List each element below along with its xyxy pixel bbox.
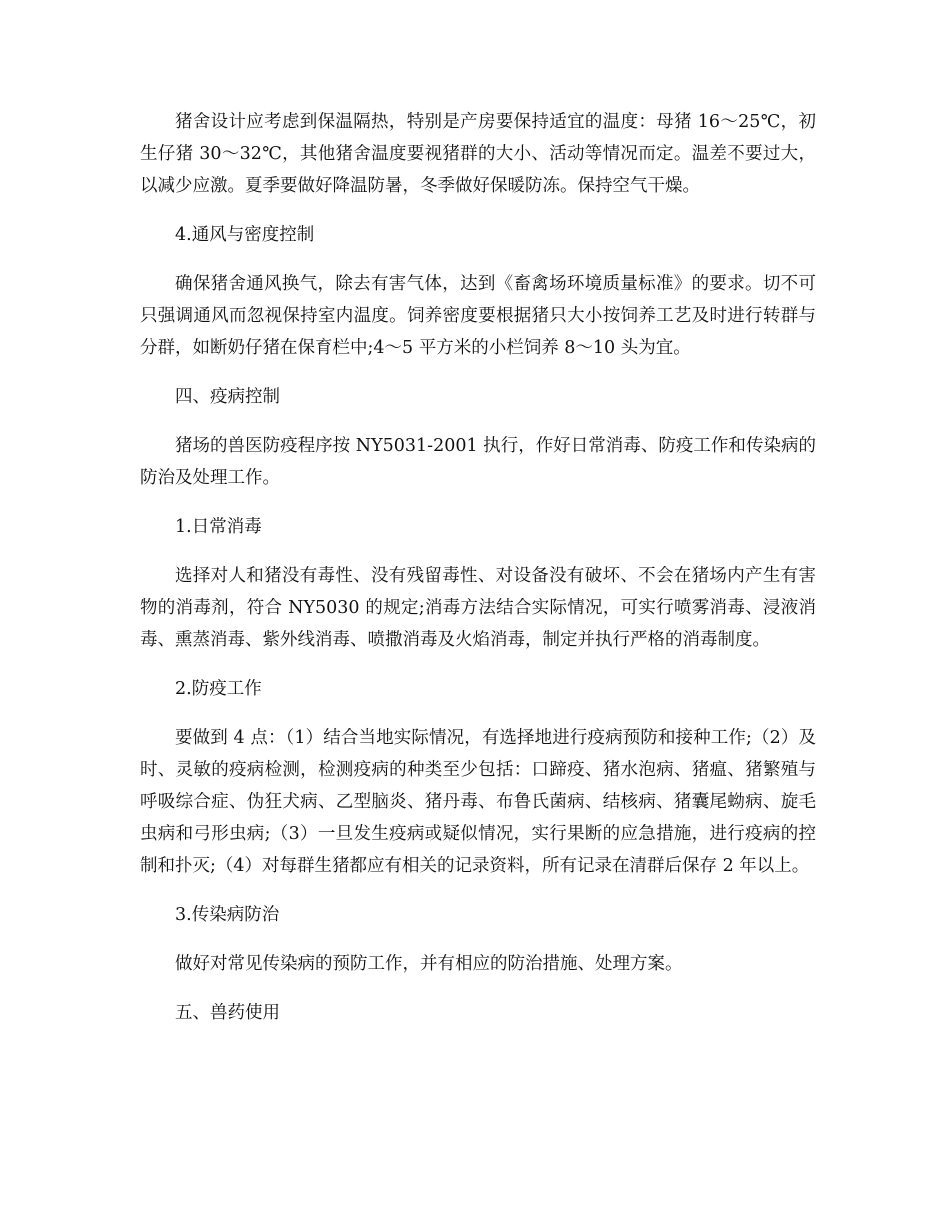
heading-veterinary-drugs: 五、兽药使用 (175, 1003, 280, 1023)
paragraph-temperature: 猪舍设计应考虑到保温隔热，特别是产房要保持适宜的温度：母猪 16～25℃，初生仔猪 30～32℃，其他猪舍温度要视猪群的大小、活动等情况而定。温差不要过大，以减少应激。夏季要做好降温防暑，冬季做好保暖防冻。保持空气干燥。 (140, 112, 816, 196)
paragraph-infectious-disease: 做好对常见传染病的预防工作，并有相应的防治措施、处理方案。 (175, 954, 683, 974)
paragraph-ventilation: 确保猪舍通风换气，除去有害气体，达到《畜禽场环境质量标准》的要求。切不可只强调通风而忽视保持室内温度。饲养密度要根据猪只大小按饲养工艺及时进行转群与分群，如断奶仔猪在保育栏中;4～5 平方米的小栏饲养 8～10 头为宜。 (140, 274, 816, 358)
document-page (140, 106, 816, 1046)
paragraph-disinfection: 选择对人和猪没有毒性、没有残留毒性、对设备没有破坏、不会在猪场内产生有害物的消毒剂，符合 NY5030 的规定;消毒方法结合实际情况，可实行喷雾消毒、浸液消毒、熏蒸消毒、紫外线消毒、喷撒消毒及火焰消毒，制定并执行严格的消毒制度。 (140, 566, 816, 650)
heading-infectious-disease: 3.传染病防治 (175, 905, 280, 925)
heading-disease-control: 四、疫病控制 (175, 387, 280, 407)
heading-ventilation-density: 4.通风与密度控制 (175, 225, 315, 245)
heading-daily-disinfection: 1.日常消毒 (175, 517, 262, 537)
paragraph-vet-procedure: 猪场的兽医防疫程序按 NY5031-2001 执行，作好日常消毒、防疫工作和传染病的防治及处理工作。 (140, 436, 816, 488)
heading-epidemic-prevention: 2.防疫工作 (175, 679, 262, 699)
paragraph-prevention-points: 要做到 4 点：（1）结合当地实际情况，有选择地进行疫病预防和接种工作;（2）及时、灵敏的疫病检测，检测疫病的种类至少包括：口蹄疫、猪水泡病、猪瘟、猪繁殖与呼吸综合症、伪狂犬病、乙型脑炎、猪丹毒、布鲁氏菌病、结核病、猪囊尾蚴病、旋毛虫病和弓形虫病;（3）一旦发生疫病或疑似情况，实行果断的应急措施，进行疫病的控制和扑灭;（4）对每群生猪都应有相关的记录资料，所有记录在清群后保存 2 年以上。 (140, 728, 816, 876)
